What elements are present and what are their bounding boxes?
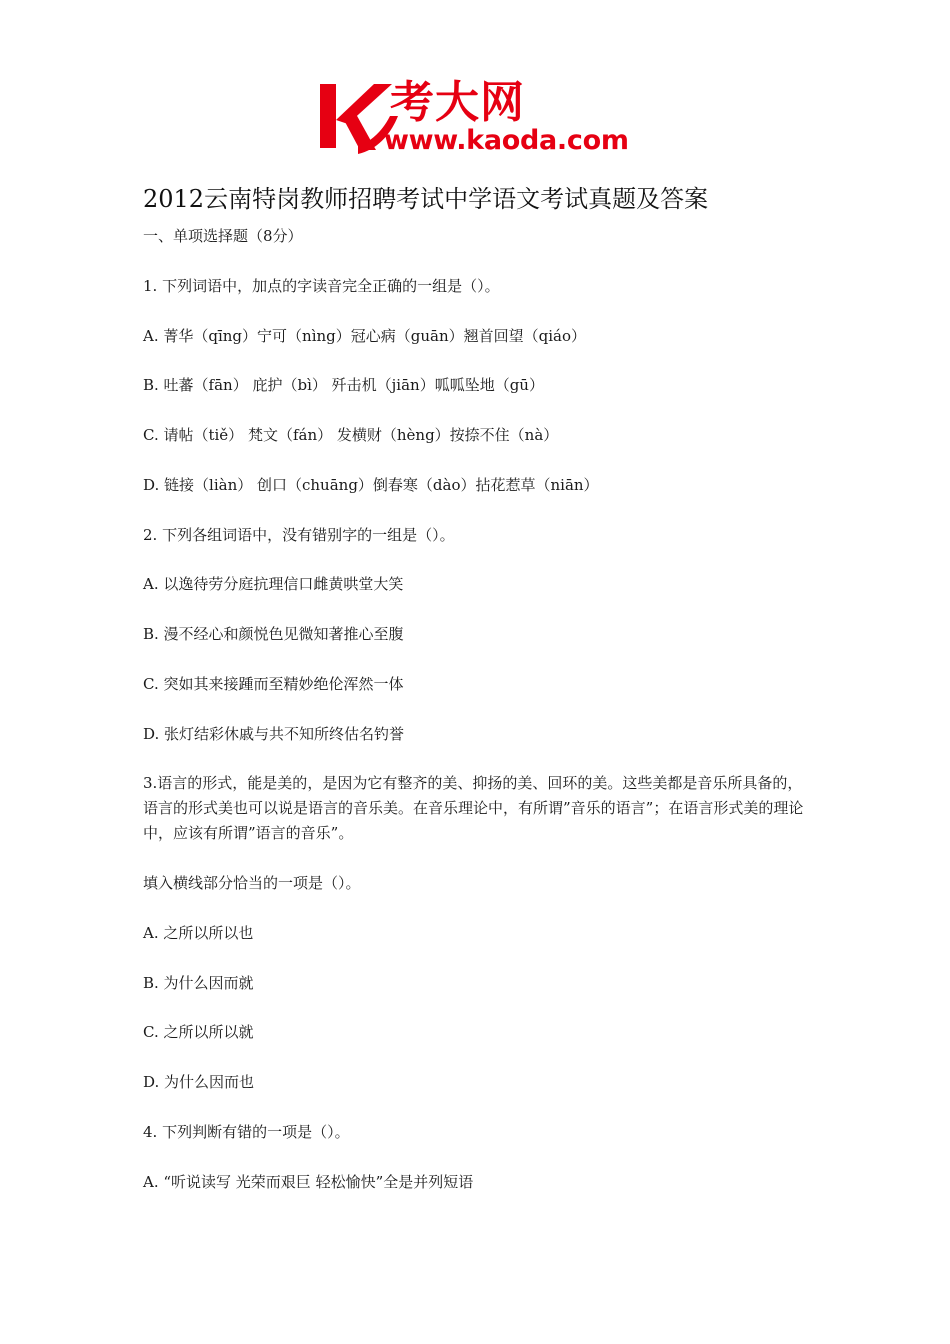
logo-url-text: www.kaoda.com: [384, 125, 629, 156]
section-heading: 一、单项选择题（8分）: [143, 227, 303, 245]
question-3-option-c: C. 之所以所以就: [143, 1023, 254, 1041]
question-2-stem: 2. 下列各组词语中，没有错别字的一组是（）。: [143, 526, 455, 544]
question-3-option-d: D. 为什么因而也: [143, 1073, 255, 1091]
question-2-option-a: A. 以逸待劳分庭抗理信口雌黄哄堂大笑: [143, 575, 404, 593]
question-3-passage: 3.语言的形式，能是美的，是因为它有整齐的美、抑扬的美、回环的美。这些美都是音乐所具备的，语言的形式美也可以说是语言的音乐美。在音乐理论中，有所谓”音乐的语言”；在语言形式美的理论中，应该有所谓”语言的音乐”。: [143, 774, 804, 842]
document-title: 2012云南特岗教师招聘考试中学语文考试真题及答案: [143, 185, 709, 213]
question-1-option-a: A. 菁华（qīng）宁可（nìng）冠心病（guān）翘首回望（qiáo）: [143, 327, 586, 345]
question-2-option-d: D. 张灯结彩休戚与共不知所终估名钓誉: [143, 725, 405, 743]
question-3-stem: 填入横线部分恰当的一项是（）。: [143, 874, 361, 892]
question-1-option-c: C. 请帖（tiě） 梵文（fán） 发横财（hèng）按捺不住（nà）: [143, 426, 559, 444]
question-2-option-c: C. 突如其来接踵而至精妙绝伦浑然一体: [143, 675, 404, 693]
question-3-option-b: B. 为什么因而就: [143, 974, 254, 992]
question-3-option-a: A. 之所以所以也: [143, 924, 254, 942]
logo-brand-text: 考大网: [390, 77, 525, 128]
question-1-option-b: B. 吐蕃（fān） 庇护（bì） 歼击机（jiān）呱呱坠地（gū）: [143, 376, 544, 394]
kaoda-logo: [318, 78, 648, 158]
question-4-option-a: A. “听说读写 光荣而艰巨 轻松愉快”全是并列短语: [143, 1173, 474, 1191]
question-1-option-d: D. 链接（liàn） 创口（chuāng）倒春寒（dào）拈花惹草（niān）: [143, 476, 599, 494]
question-2-option-b: B. 漫不经心和颜悦色见微知著推心至腹: [143, 625, 404, 643]
question-4-stem: 4. 下列判断有错的一项是（）。: [143, 1123, 350, 1141]
question-1-stem: 1. 下列词语中，加点的字读音完全正确的一组是（）。: [143, 277, 500, 295]
